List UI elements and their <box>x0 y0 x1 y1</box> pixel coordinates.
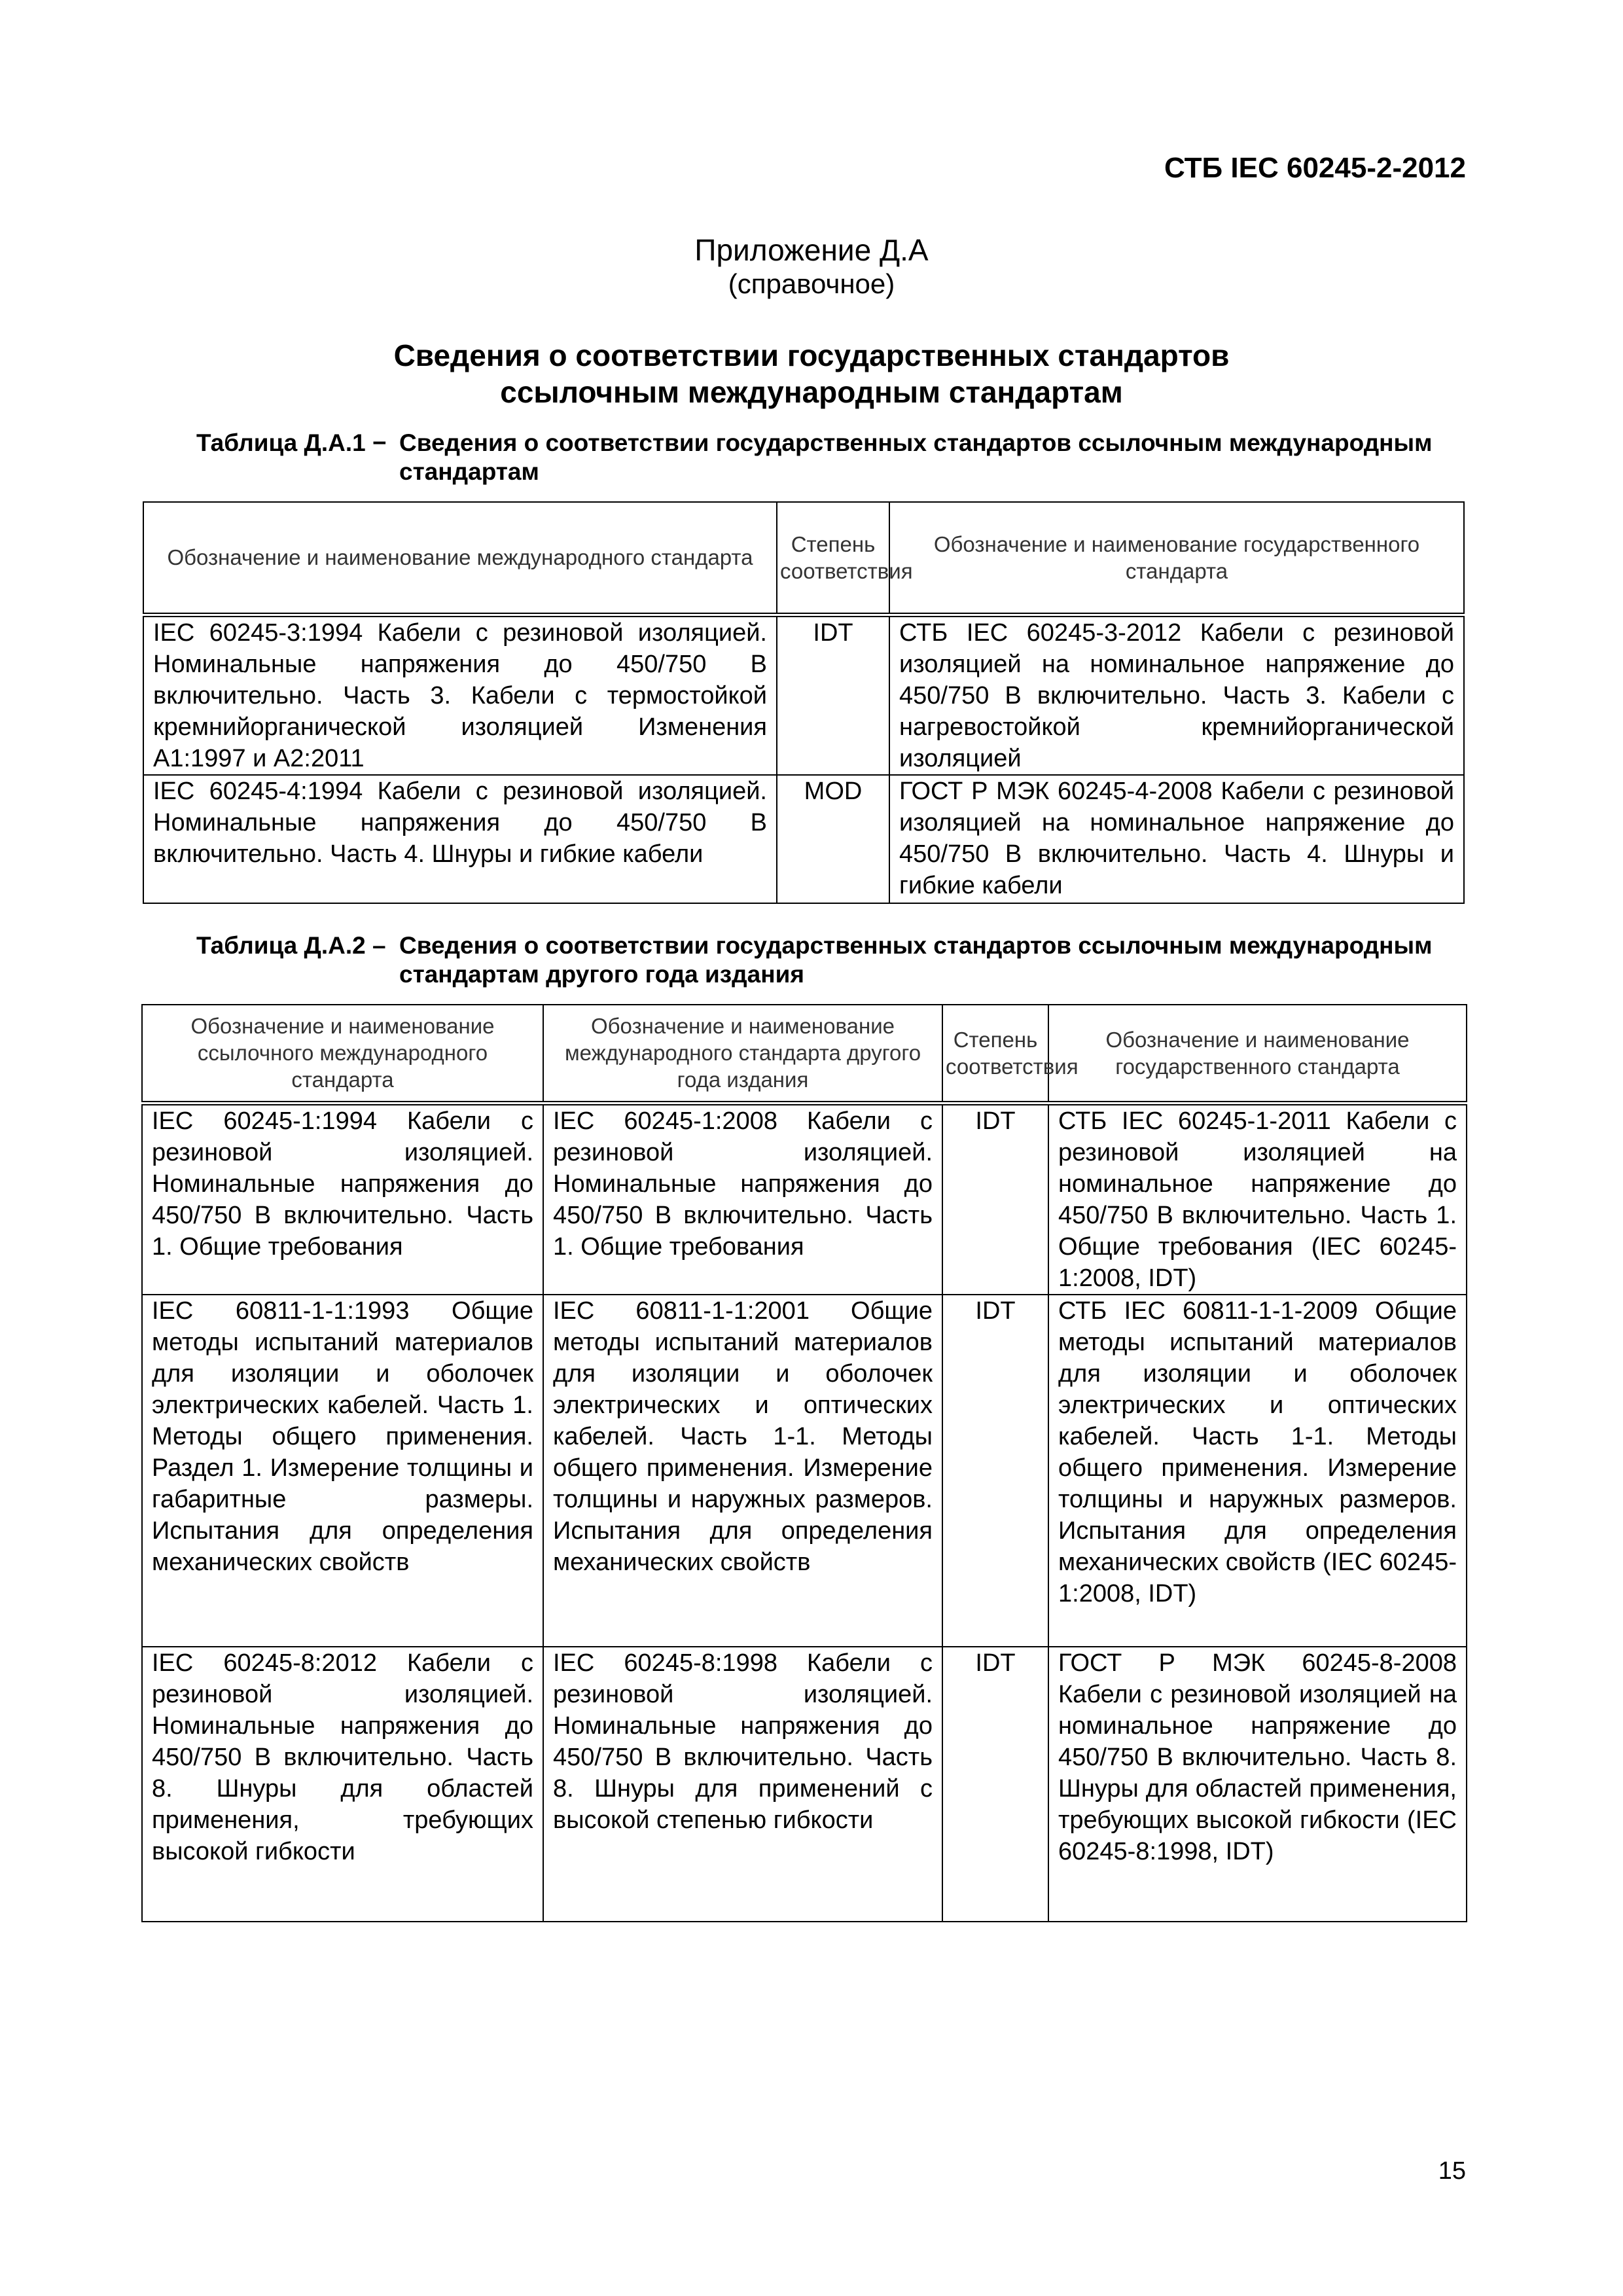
table-cell: IEC 60245-4:1994 Кабели с резиновой изоляцией. Номинальные напряжения до 450/750 В включительно. Часть 4. Шнуры и гибкие кабели <box>143 775 777 903</box>
table-cell: IEC 60245-1:2008 Кабели с резиновой изоляцией. Номинальные напряжения до 450/750 В включительно. Часть 1. Общие требования <box>543 1103 942 1295</box>
table-cell: СТБ IEC 60245-1-2011 Кабели с резиновой изоляцией на номинальное напряжение до 450/750 В включительно. Часть 1. Общие требования (IEC 60245-1:2008, IDT) <box>1048 1103 1467 1295</box>
table-cell: IEC 60245-8:2012 Кабели с резиновой изоляцией. Номинальные напряжения до 450/750 В включительно. Часть 8. Шнуры для областей применения, требующих высокой гибкости <box>142 1647 543 1922</box>
table2-label: Таблица Д.А.2 – <box>196 932 386 959</box>
table2-caption <box>196 931 1466 989</box>
table-cell: IDT <box>942 1295 1048 1647</box>
table2-header-cell: Степень соответствия <box>942 1005 1048 1103</box>
table1-header-cell: Обозначение и наименование международного стандарта <box>143 502 777 615</box>
table-cell: IEC 60245-3:1994 Кабели с резиновой изоляцией. Номинальные напряжения до 450/750 В включительно. Часть 3. Кабели с термостойкой кремнийорганической изоляцией Изменения А1:1997 и А2:2011 <box>143 615 777 775</box>
table1-header-row <box>143 502 1464 615</box>
table-cell: СТБ IEC 60811-1-1-2009 Общие методы испытаний материалов для изоляции и оболочек электрических и оптических кабелей. Часть 1-1. Методы общего применения. Измерение толщины и наружных размеров. Испытания для определения механических свойств (IEC 60245-1:2008, IDT) <box>1048 1295 1467 1647</box>
table1-header-cell: Степень соответствия <box>777 502 889 615</box>
table-cell: ГОСТ Р МЭК 60245-4-2008 Кабели с резиновой изоляцией на номинальное напряжение до 450/750 В включительно. Часть 4. Шнуры и гибкие кабели <box>889 775 1464 903</box>
table-cell: MOD <box>777 775 889 903</box>
table-cell: IDT <box>942 1103 1048 1295</box>
table1-caption-text: Сведения о соответствии государственных стандартов ссылочным международным стандартам <box>399 429 1433 485</box>
table2-header-cell: Обозначение и наименование международного стандарта другого года издания <box>543 1005 942 1103</box>
table-cell: IEC 60245-8:1998 Кабели с резиновой изоляцией. Номинальные напряжения до 450/750 В включительно. Часть 8. Шнуры для применений с высокой степенью гибкости <box>543 1647 942 1922</box>
table-cell: СТБ IEC 60245-3-2012 Кабели с резиновой изоляцией на номинальное напряжение до 450/750 В включительно. Часть 3. Кабели с нагревостойкой кремнийорганической изоляцией <box>889 615 1464 775</box>
appendix-heading <box>0 337 1623 410</box>
table-row <box>142 1647 1467 1922</box>
table-cell: IDT <box>942 1647 1048 1922</box>
table2-header-row <box>142 1005 1467 1103</box>
table-cell: ГОСТ Р МЭК 60245-8-2008 Кабели с резиновой изоляцией на номинальное напряжение до 450/750 В включительно. Часть 8. Шнуры для областей применения, требующих высокой гибкости (IEC 60245-8:1998, IDT) <box>1048 1647 1467 1922</box>
appendix-heading-line2: ссылочным международным стандартам <box>500 375 1123 409</box>
table2-caption-text: Сведения о соответствии государственных стандартов ссылочным международным стандартам другого года издания <box>399 932 1433 988</box>
document-code: СТБ IEC 60245-2-2012 <box>1164 152 1466 184</box>
table2-header-cell: Обозначение и наименование государственного стандарта <box>1048 1005 1467 1103</box>
table-cell: IEC 60811-1-1:2001 Общие методы испытаний материалов для изоляции и оболочек электрических и оптических кабелей. Часть 1-1. Методы общего применения. Измерение толщины и наружных размеров. Испытания для определения механических свойств <box>543 1295 942 1647</box>
table1-header-cell: Обозначение и наименование государственного стандарта <box>889 502 1464 615</box>
table-row <box>143 615 1464 775</box>
page-number: 15 <box>1438 2157 1466 2185</box>
table1-caption <box>196 429 1466 486</box>
table2-header-cell: Обозначение и наименование ссылочного международного стандарта <box>142 1005 543 1103</box>
table-row <box>142 1295 1467 1647</box>
appendix-heading-line1: Сведения о соответствии государственных стандартов <box>393 338 1230 372</box>
table1-label: Таблица Д.А.1 − <box>196 429 387 456</box>
table-cell: IEC 60811-1-1:1993 Общие методы испытаний материалов для изоляции и оболочек электрических кабелей. Часть 1. Методы общего применения. Раздел 1. Измерение толщины и габаритные размеры. Испытания для определения механических свойств <box>142 1295 543 1647</box>
table-row <box>143 775 1464 903</box>
table-cell: IDT <box>777 615 889 775</box>
appendix-title: Приложение Д.А <box>694 233 929 267</box>
appendix-subtitle: (справочное) <box>728 268 895 299</box>
table-cell: IEC 60245-1:1994 Кабели с резиновой изоляцией. Номинальные напряжения до 450/750 В включительно. Часть 1. Общие требования <box>142 1103 543 1295</box>
table-row <box>142 1103 1467 1295</box>
table2 <box>141 1004 1467 1922</box>
table1 <box>143 501 1465 904</box>
